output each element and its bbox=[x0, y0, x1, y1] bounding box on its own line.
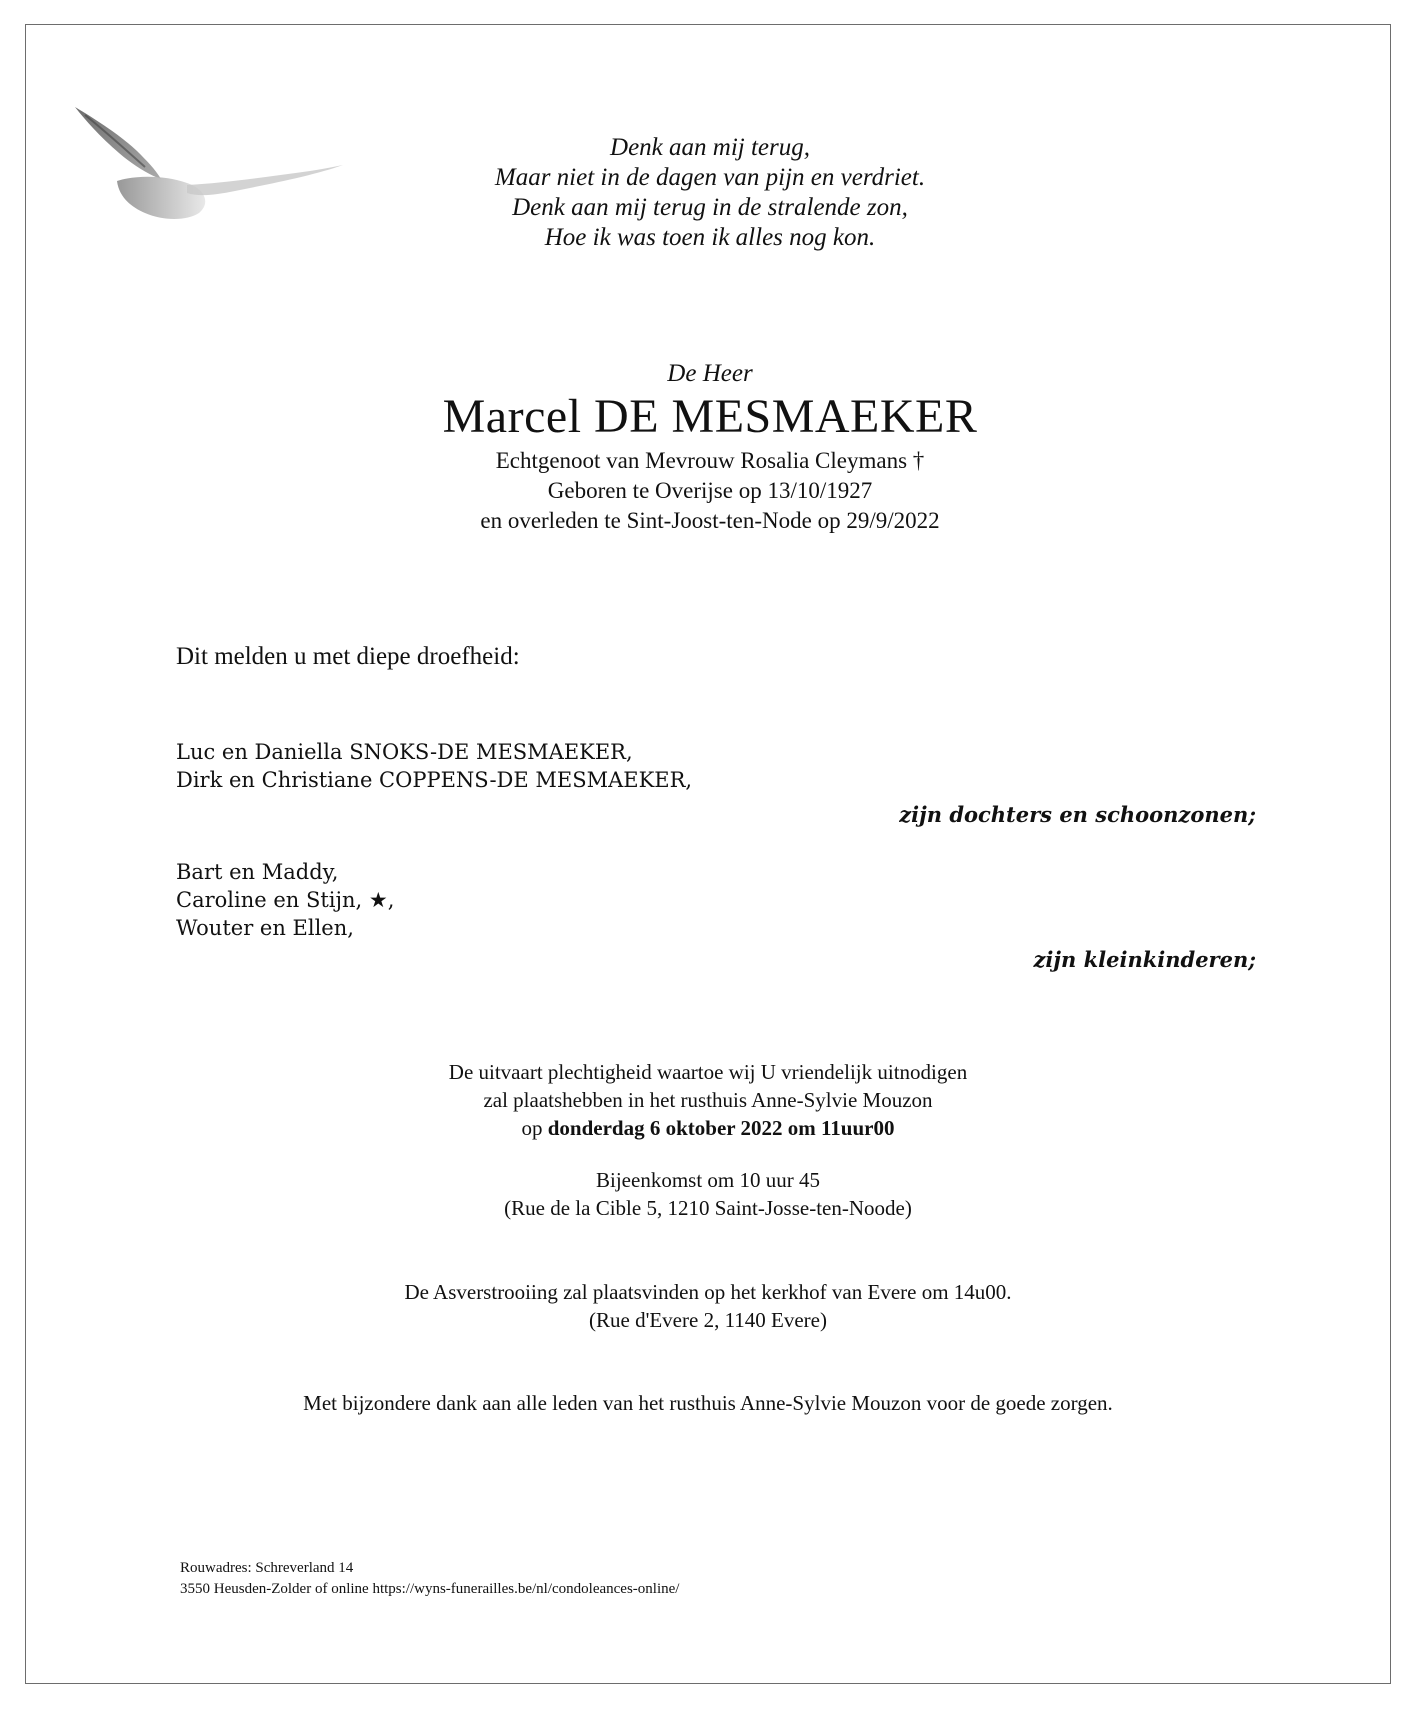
death-notice-card bbox=[25, 24, 1391, 1684]
mourning-address: Rouwadres: Schreverland 14 bbox=[180, 1560, 354, 1576]
grandchildren-list bbox=[176, 858, 394, 942]
thanks-line: Met bijzondere dank aan alle leden van het rusthuis Anne-Sylvie Mouzon voor de goede zorgen. bbox=[303, 1391, 1113, 1415]
family-member: Wouter en Ellen, bbox=[176, 916, 354, 940]
funeral-date-prefix: op bbox=[521, 1116, 543, 1140]
family-member: Bart en Maddy, bbox=[176, 860, 339, 884]
children-relation: zijn dochters en schoonzonen; bbox=[899, 802, 1256, 827]
poem-line: Maar niet in de dagen van pijn en verdriet. bbox=[494, 164, 926, 191]
announcement-line: Dit melden u met diepe droefheid: bbox=[176, 643, 520, 670]
children-list bbox=[176, 738, 692, 794]
honorific-title: De Heer bbox=[667, 360, 753, 387]
family-member: Caroline en Stijn, ★, bbox=[176, 888, 395, 912]
deceased-details bbox=[310, 446, 1110, 536]
funeral-date-line bbox=[300, 1114, 1116, 1142]
condolence-link[interactable]: 3550 Heusden-Zolder of online https://wyns-funerailles.be/nl/condoleances-online/ bbox=[180, 1581, 680, 1597]
funeral-line: De uitvaart plechtigheid waartoe wij U vriendelijk uitnodigen bbox=[448, 1060, 968, 1084]
grandchildren-relation: zijn kleinkinderen; bbox=[1033, 947, 1256, 972]
gathering-time: Bijeenkomst om 10 uur 45 bbox=[596, 1168, 820, 1192]
ashes-info bbox=[300, 1278, 1116, 1334]
memorial-poem bbox=[340, 133, 1080, 253]
deceased-name: Marcel DE MESMAEKER bbox=[442, 390, 978, 443]
ashes-line: De Asverstrooiing zal plaatsvinden op het kerkhof van Evere om 14u00. bbox=[404, 1280, 1012, 1304]
ashes-address: (Rue d'Evere 2, 1140 Evere) bbox=[589, 1308, 827, 1332]
gathering-info bbox=[300, 1166, 1116, 1222]
spouse-line: Echtgenoot van Mevrouw Rosalia Cleymans † bbox=[495, 448, 925, 473]
poem-line: Hoe ik was toen ik alles nog kon. bbox=[544, 224, 876, 251]
funeral-line: zal plaatshebben in het rusthuis Anne-Sylvie Mouzon bbox=[483, 1088, 933, 1112]
family-member: Luc en Daniella SNOKS-DE MESMAEKER, bbox=[176, 740, 633, 764]
family-member: Dirk en Christiane COPPENS-DE MESMAEKER, bbox=[176, 768, 693, 792]
funeral-date: donderdag 6 oktober 2022 om 11uur00 bbox=[547, 1116, 895, 1140]
birth-line: Geboren te Overijse op 13/10/1927 bbox=[547, 478, 873, 503]
gathering-address: (Rue de la Cible 5, 1210 Saint-Josse-ten-Noode) bbox=[504, 1196, 912, 1220]
death-line: en overleden te Sint-Joost-ten-Node op 29/9/2022 bbox=[480, 508, 940, 533]
poem-line: Denk aan mij terug, bbox=[610, 134, 810, 161]
dove-illustration bbox=[75, 105, 345, 245]
footer-address bbox=[180, 1558, 679, 1600]
poem-line: Denk aan mij terug in de stralende zon, bbox=[512, 194, 908, 221]
funeral-invitation bbox=[300, 1058, 1116, 1142]
